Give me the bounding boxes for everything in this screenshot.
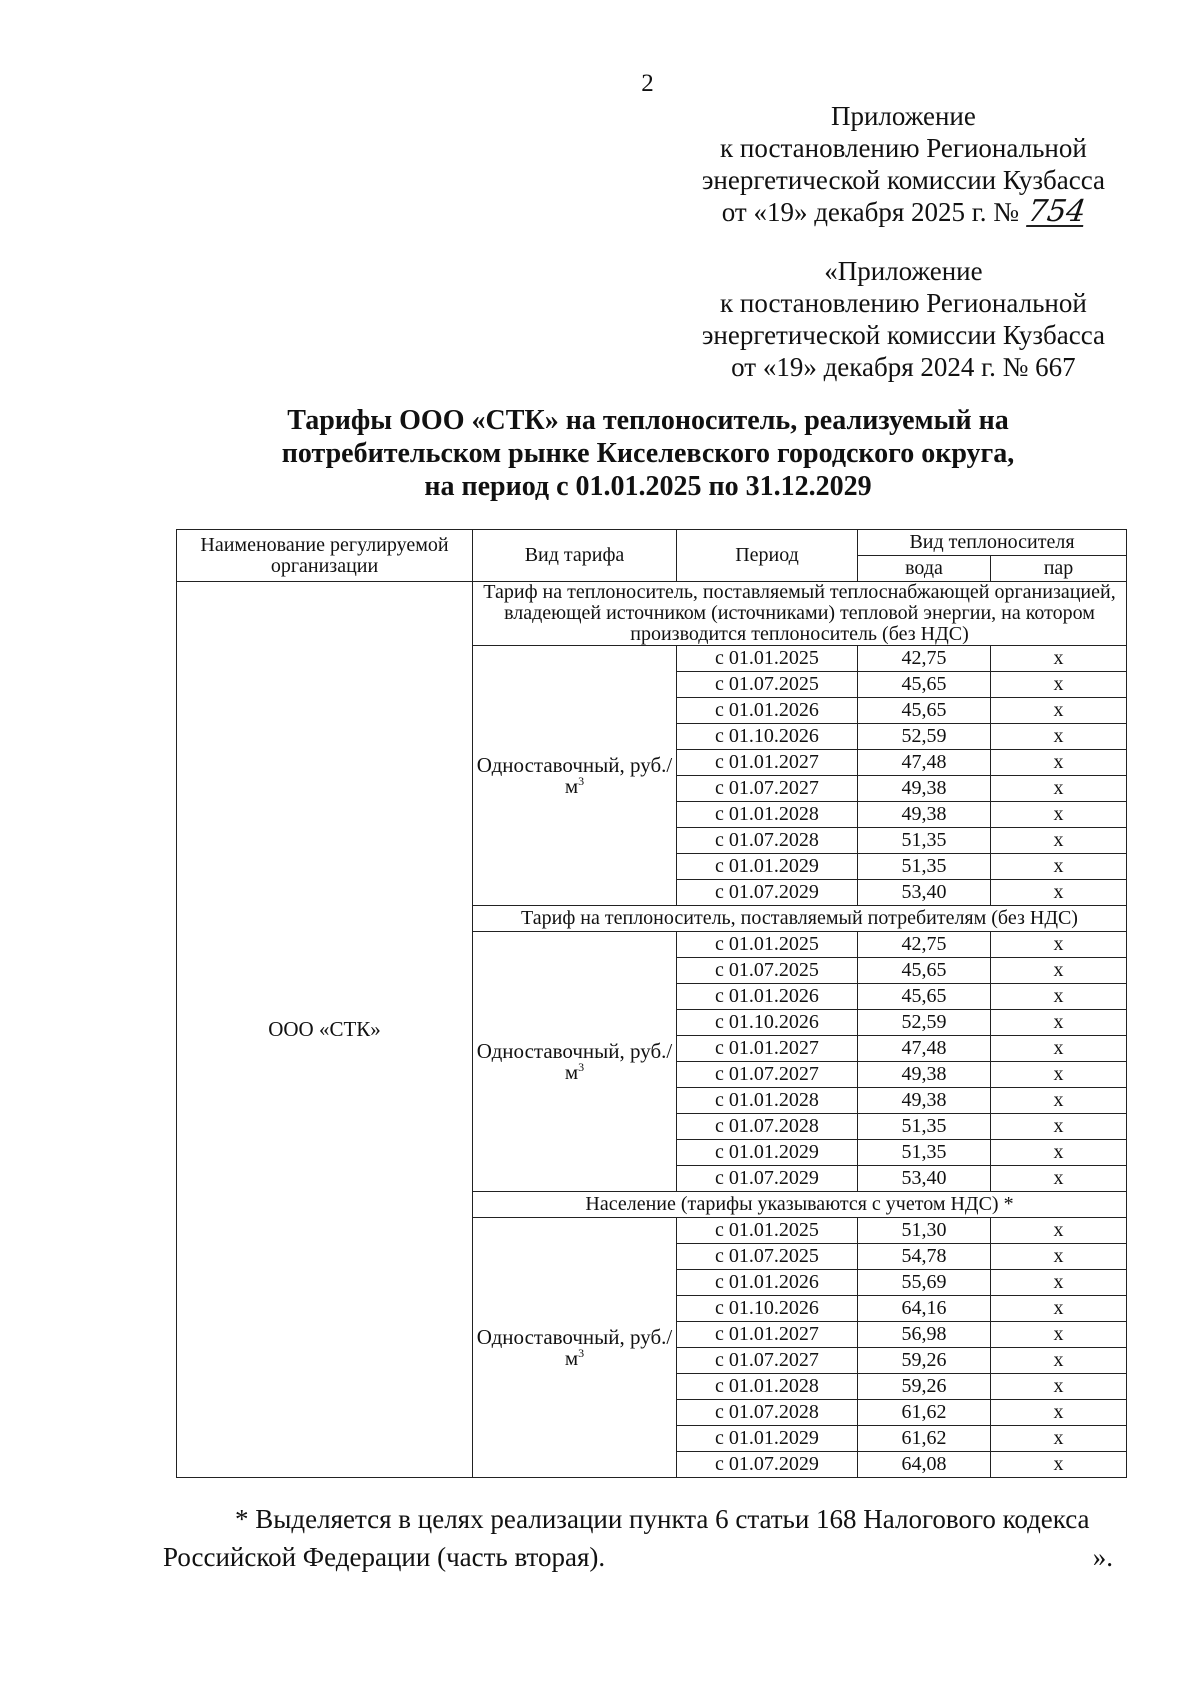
appendix-line: «Приложение	[824, 256, 983, 286]
cell-water: 51,35	[858, 854, 991, 880]
unit-exponent: 3	[578, 773, 585, 788]
cell-water: 64,08	[858, 1452, 991, 1478]
cell-steam: х	[991, 724, 1127, 750]
cell-water: 47,48	[858, 750, 991, 776]
appendix-line: Приложение	[830, 101, 976, 131]
cell-steam: х	[991, 672, 1127, 698]
cell-water: 55,69	[858, 1270, 991, 1296]
cell-steam: х	[991, 828, 1127, 854]
cell-water: 51,30	[858, 1218, 991, 1244]
title-line: потребительском рынке Киселевского городского округа,	[281, 438, 1015, 469]
organization-name: ООО «СТК»	[177, 582, 473, 1478]
cell-period: с 01.01.2027	[677, 750, 858, 776]
cell-steam: х	[991, 1062, 1127, 1088]
appendix-line: от «19» декабря 2024 г. № 667	[731, 352, 1076, 382]
header-period: Период	[677, 530, 858, 582]
header-steam: пар	[991, 556, 1127, 582]
cell-steam: х	[991, 1296, 1127, 1322]
cell-steam: х	[991, 1374, 1127, 1400]
cell-period: с 01.07.2025	[677, 672, 858, 698]
cell-period: с 01.01.2026	[677, 1270, 858, 1296]
appendix-line: к постановлению Региональной	[720, 133, 1087, 163]
cell-steam: х	[991, 646, 1127, 672]
cell-period: с 01.07.2029	[677, 1452, 858, 1478]
cell-steam: х	[991, 932, 1127, 958]
cell-water: 45,65	[858, 672, 991, 698]
tariff-type-label: Одноставочный, руб./м	[476, 1324, 673, 1370]
header-tariff-type: Вид тарифа	[473, 530, 677, 582]
appendix-line: к постановлению Региональной	[720, 288, 1087, 318]
cell-steam: х	[991, 1166, 1127, 1192]
appendix-date-text: от «19» декабря 2025 г. №	[721, 197, 1020, 227]
cell-steam: х	[991, 1400, 1127, 1426]
cell-period: с 01.10.2026	[677, 1296, 858, 1322]
cell-water: 51,35	[858, 828, 991, 854]
cell-water: 49,38	[858, 1088, 991, 1114]
cell-period: с 01.07.2027	[677, 1348, 858, 1374]
cell-period: с 01.01.2025	[677, 646, 858, 672]
cell-water: 61,62	[858, 1426, 991, 1452]
tariff-type-cell	[473, 932, 677, 1192]
cell-water: 42,75	[858, 932, 991, 958]
tariff-table-body	[177, 582, 1127, 1478]
appendix-date-line	[702, 196, 1105, 228]
section-title: Тариф на теплоноситель, поставляемый потребителям (без НДС)	[473, 906, 1127, 932]
section-header-row	[177, 582, 1127, 646]
cell-water: 47,48	[858, 1036, 991, 1062]
cell-period: с 01.07.2027	[677, 776, 858, 802]
cell-steam: х	[991, 802, 1127, 828]
cell-steam: х	[991, 854, 1127, 880]
cell-steam: х	[991, 1218, 1127, 1244]
footnote-line: * Выделяется в целях реализации пункта 6 статьи 168 Налогового кодекса	[235, 1504, 1090, 1534]
footnote-line: Российской Федерации (часть вторая).	[163, 1542, 606, 1572]
cell-period: с 01.07.2028	[677, 828, 858, 854]
footnote-line-2	[163, 1538, 1113, 1576]
section-title: Тариф на теплоноситель, поставляемый теплоснабжающей организацией, владеющей источником (источниками) тепловой энергии, на котором производится теплоноситель (без НДС)	[473, 582, 1127, 646]
cell-period: с 01.01.2029	[677, 1426, 858, 1452]
title-line: Тарифы ООО «СТК» на теплоноситель, реализуемый на	[287, 405, 1009, 436]
cell-period: с 01.07.2029	[677, 880, 858, 906]
cell-steam: х	[991, 1010, 1127, 1036]
cell-period: с 01.01.2028	[677, 802, 858, 828]
cell-period: с 01.01.2028	[677, 1088, 858, 1114]
appendix-line: энергетической комиссии Кузбасса	[701, 320, 1105, 350]
cell-water: 52,59	[858, 1010, 991, 1036]
cell-steam: х	[991, 880, 1127, 906]
section-title: Население (тарифы указываются с учетом НДС) *	[473, 1192, 1127, 1218]
cell-steam: х	[991, 1088, 1127, 1114]
cell-water: 61,62	[858, 1400, 991, 1426]
cell-steam: х	[991, 1452, 1127, 1478]
header-water: вода	[858, 556, 991, 582]
cell-water: 52,59	[858, 724, 991, 750]
unit-exponent: 3	[578, 1345, 585, 1360]
cell-steam: х	[991, 1348, 1127, 1374]
header-organization: Наименование регулируемой организации	[177, 530, 473, 582]
cell-steam: х	[991, 1322, 1127, 1348]
cell-water: 45,65	[858, 984, 991, 1010]
tariff-table	[176, 529, 1127, 1478]
cell-period: с 01.01.2025	[677, 932, 858, 958]
unit-exponent: 3	[578, 1059, 585, 1074]
cell-steam: х	[991, 1426, 1127, 1452]
cell-water: 64,16	[858, 1296, 991, 1322]
closing-quote: ».	[1092, 1542, 1113, 1572]
title-line: на период с 01.01.2025 по 31.12.2029	[424, 471, 872, 502]
cell-steam: х	[991, 698, 1127, 724]
document-title	[178, 404, 1118, 503]
cell-water: 59,26	[858, 1374, 991, 1400]
cell-period: с 01.01.2025	[677, 1218, 858, 1244]
appendix-header-new	[702, 100, 1105, 228]
handwritten-document-number: 754	[1025, 194, 1088, 229]
cell-steam: х	[991, 1036, 1127, 1062]
tariff-type-cell	[473, 646, 677, 906]
header-carrier-type: Вид теплоносителя	[858, 530, 1127, 556]
page-number: 2	[641, 70, 654, 97]
cell-period: с 01.01.2027	[677, 1036, 858, 1062]
cell-steam: х	[991, 1244, 1127, 1270]
tariff-type-label: Одноставочный, руб./м	[476, 752, 673, 798]
cell-period: с 01.01.2026	[677, 984, 858, 1010]
tariff-type-cell	[473, 1218, 677, 1478]
cell-water: 45,65	[858, 958, 991, 984]
cell-water: 49,38	[858, 802, 991, 828]
cell-water: 49,38	[858, 1062, 991, 1088]
cell-period: с 01.07.2025	[677, 958, 858, 984]
cell-period: с 01.10.2026	[677, 1010, 858, 1036]
appendix-header-old	[702, 255, 1105, 383]
cell-water: 42,75	[858, 646, 991, 672]
cell-water: 51,35	[858, 1114, 991, 1140]
cell-steam: х	[991, 1270, 1127, 1296]
cell-water: 53,40	[858, 880, 991, 906]
cell-steam: х	[991, 776, 1127, 802]
cell-period: с 01.07.2028	[677, 1400, 858, 1426]
cell-steam: х	[991, 1140, 1127, 1166]
cell-water: 49,38	[858, 776, 991, 802]
footnote	[163, 1500, 1113, 1576]
cell-steam: х	[991, 1114, 1127, 1140]
cell-period: с 01.07.2029	[677, 1166, 858, 1192]
cell-water: 54,78	[858, 1244, 991, 1270]
cell-period: с 01.07.2028	[677, 1114, 858, 1140]
cell-period: с 01.01.2029	[677, 1140, 858, 1166]
cell-period: с 01.01.2029	[677, 854, 858, 880]
cell-water: 59,26	[858, 1348, 991, 1374]
cell-period: с 01.07.2025	[677, 1244, 858, 1270]
cell-period: с 01.10.2026	[677, 724, 858, 750]
cell-water: 56,98	[858, 1322, 991, 1348]
cell-period: с 01.01.2028	[677, 1374, 858, 1400]
cell-water: 51,35	[858, 1140, 991, 1166]
cell-steam: х	[991, 750, 1127, 776]
cell-water: 53,40	[858, 1166, 991, 1192]
cell-period: с 01.01.2027	[677, 1322, 858, 1348]
cell-steam: х	[991, 958, 1127, 984]
appendix-line: энергетической комиссии Кузбасса	[701, 165, 1105, 195]
cell-water: 45,65	[858, 698, 991, 724]
cell-period: с 01.07.2027	[677, 1062, 858, 1088]
cell-period: с 01.01.2026	[677, 698, 858, 724]
tariff-type-label: Одноставочный, руб./м	[476, 1038, 673, 1084]
cell-steam: х	[991, 984, 1127, 1010]
